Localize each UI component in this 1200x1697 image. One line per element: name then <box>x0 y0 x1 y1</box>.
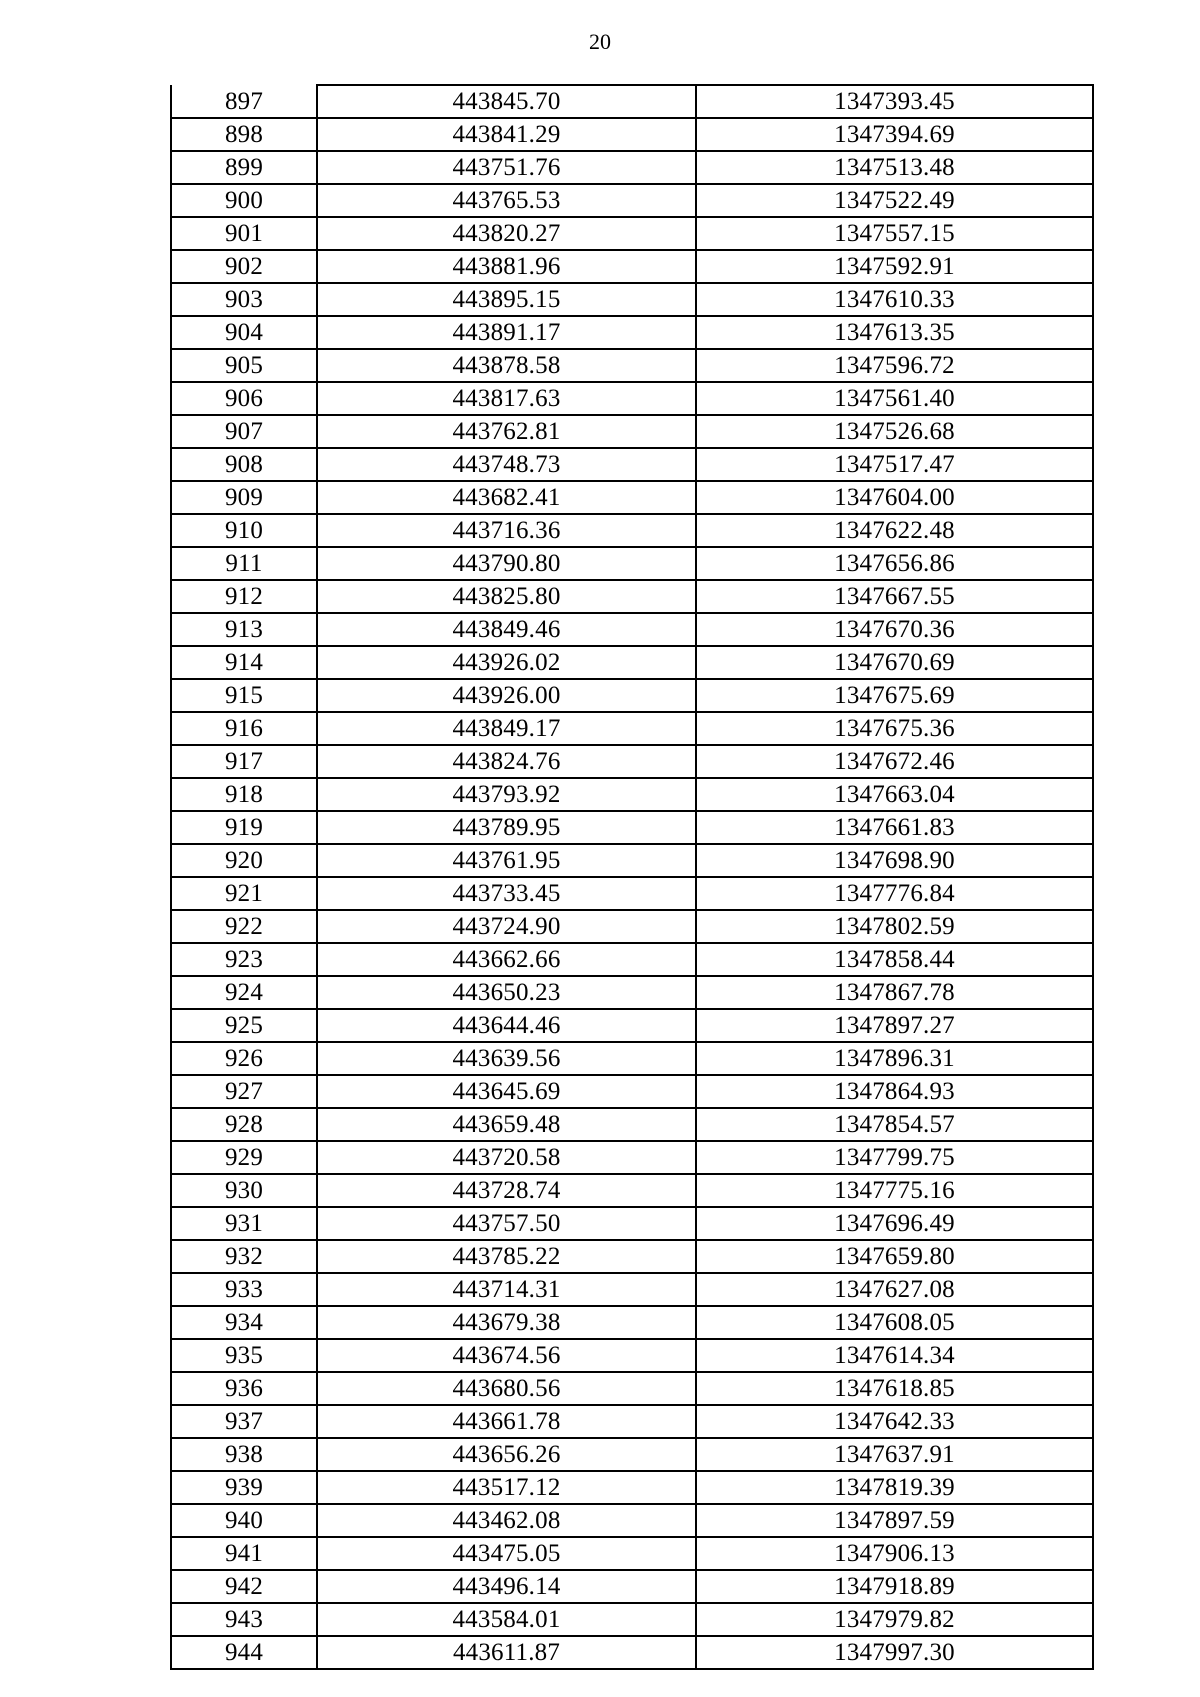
point-number-cell: 931 <box>171 1207 317 1240</box>
x-coordinate-cell: 443789.95 <box>317 811 696 844</box>
table-row <box>171 1438 1093 1471</box>
y-coordinate-cell: 1347858.44 <box>696 943 1093 976</box>
y-coordinate-cell: 1347906.13 <box>696 1537 1093 1570</box>
table-row <box>171 745 1093 778</box>
y-coordinate-cell: 1347670.69 <box>696 646 1093 679</box>
x-coordinate-cell: 443849.17 <box>317 712 696 745</box>
point-number-cell: 911 <box>171 547 317 580</box>
table-row <box>171 415 1093 448</box>
point-number-cell: 916 <box>171 712 317 745</box>
x-coordinate-cell: 443724.90 <box>317 910 696 943</box>
table-row <box>171 844 1093 877</box>
y-coordinate-cell: 1347897.27 <box>696 1009 1093 1042</box>
y-coordinate-cell: 1347656.86 <box>696 547 1093 580</box>
table-row <box>171 1141 1093 1174</box>
table-row <box>171 1372 1093 1405</box>
table-row <box>171 1108 1093 1141</box>
y-coordinate-cell: 1347696.49 <box>696 1207 1093 1240</box>
x-coordinate-cell: 443645.69 <box>317 1075 696 1108</box>
point-number-cell: 907 <box>171 415 317 448</box>
x-coordinate-cell: 443659.48 <box>317 1108 696 1141</box>
point-number-cell: 937 <box>171 1405 317 1438</box>
x-coordinate-cell: 443496.14 <box>317 1570 696 1603</box>
y-coordinate-cell: 1347604.00 <box>696 481 1093 514</box>
x-coordinate-cell: 443748.73 <box>317 448 696 481</box>
table-row <box>171 1537 1093 1570</box>
coordinates-table-body <box>171 85 1093 1669</box>
point-number-cell: 935 <box>171 1339 317 1372</box>
point-number-cell: 903 <box>171 283 317 316</box>
table-row <box>171 316 1093 349</box>
table-row <box>171 1273 1093 1306</box>
x-coordinate-cell: 443674.56 <box>317 1339 696 1372</box>
point-number-cell: 899 <box>171 151 317 184</box>
y-coordinate-cell: 1347622.48 <box>696 514 1093 547</box>
y-coordinate-cell: 1347663.04 <box>696 778 1093 811</box>
table-row <box>171 250 1093 283</box>
y-coordinate-cell: 1347867.78 <box>696 976 1093 1009</box>
table-row <box>171 382 1093 415</box>
point-number-cell: 932 <box>171 1240 317 1273</box>
point-number-cell: 904 <box>171 316 317 349</box>
point-number-cell: 942 <box>171 1570 317 1603</box>
table-row <box>171 811 1093 844</box>
point-number-cell: 917 <box>171 745 317 778</box>
y-coordinate-cell: 1347627.08 <box>696 1273 1093 1306</box>
table-row <box>171 118 1093 151</box>
x-coordinate-cell: 443661.78 <box>317 1405 696 1438</box>
point-number-cell: 933 <box>171 1273 317 1306</box>
x-coordinate-cell: 443584.01 <box>317 1603 696 1636</box>
x-coordinate-cell: 443824.76 <box>317 745 696 778</box>
y-coordinate-cell: 1347592.91 <box>696 250 1093 283</box>
y-coordinate-cell: 1347614.34 <box>696 1339 1093 1372</box>
point-number-cell: 901 <box>171 217 317 250</box>
x-coordinate-cell: 443475.05 <box>317 1537 696 1570</box>
table-row <box>171 349 1093 382</box>
table-row <box>171 1471 1093 1504</box>
x-coordinate-cell: 443728.74 <box>317 1174 696 1207</box>
x-coordinate-cell: 443825.80 <box>317 580 696 613</box>
y-coordinate-cell: 1347675.69 <box>696 679 1093 712</box>
table-row <box>171 1339 1093 1372</box>
y-coordinate-cell: 1347819.39 <box>696 1471 1093 1504</box>
point-number-cell: 910 <box>171 514 317 547</box>
y-coordinate-cell: 1347776.84 <box>696 877 1093 910</box>
y-coordinate-cell: 1347854.57 <box>696 1108 1093 1141</box>
y-coordinate-cell: 1347775.16 <box>696 1174 1093 1207</box>
table-row <box>171 1636 1093 1669</box>
y-coordinate-cell: 1347637.91 <box>696 1438 1093 1471</box>
x-coordinate-cell: 443680.56 <box>317 1372 696 1405</box>
x-coordinate-cell: 443656.26 <box>317 1438 696 1471</box>
y-coordinate-cell: 1347661.83 <box>696 811 1093 844</box>
table-row <box>171 1042 1093 1075</box>
table-row <box>171 778 1093 811</box>
x-coordinate-cell: 443841.29 <box>317 118 696 151</box>
table-row <box>171 712 1093 745</box>
coordinates-table <box>170 84 1094 1670</box>
x-coordinate-cell: 443462.08 <box>317 1504 696 1537</box>
point-number-cell: 913 <box>171 613 317 646</box>
x-coordinate-cell: 443639.56 <box>317 1042 696 1075</box>
point-number-cell: 929 <box>171 1141 317 1174</box>
point-number-cell: 923 <box>171 943 317 976</box>
x-coordinate-cell: 443849.46 <box>317 613 696 646</box>
table-row <box>171 1075 1093 1108</box>
y-coordinate-cell: 1347698.90 <box>696 844 1093 877</box>
x-coordinate-cell: 443817.63 <box>317 382 696 415</box>
y-coordinate-cell: 1347864.93 <box>696 1075 1093 1108</box>
point-number-cell: 928 <box>171 1108 317 1141</box>
x-coordinate-cell: 443720.58 <box>317 1141 696 1174</box>
point-number-cell: 938 <box>171 1438 317 1471</box>
x-coordinate-cell: 443611.87 <box>317 1636 696 1669</box>
table-row <box>171 613 1093 646</box>
table-row <box>171 547 1093 580</box>
point-number-cell: 944 <box>171 1636 317 1669</box>
table-row <box>171 1405 1093 1438</box>
y-coordinate-cell: 1347596.72 <box>696 349 1093 382</box>
x-coordinate-cell: 443679.38 <box>317 1306 696 1339</box>
x-coordinate-cell: 443790.80 <box>317 547 696 580</box>
y-coordinate-cell: 1347642.33 <box>696 1405 1093 1438</box>
point-number-cell: 943 <box>171 1603 317 1636</box>
y-coordinate-cell: 1347799.75 <box>696 1141 1093 1174</box>
table-row <box>171 646 1093 679</box>
x-coordinate-cell: 443751.76 <box>317 151 696 184</box>
point-number-cell: 908 <box>171 448 317 481</box>
y-coordinate-cell: 1347517.47 <box>696 448 1093 481</box>
point-number-cell: 897 <box>171 85 317 118</box>
point-number-cell: 921 <box>171 877 317 910</box>
point-number-cell: 919 <box>171 811 317 844</box>
x-coordinate-cell: 443881.96 <box>317 250 696 283</box>
y-coordinate-cell: 1347979.82 <box>696 1603 1093 1636</box>
y-coordinate-cell: 1347394.69 <box>696 118 1093 151</box>
y-coordinate-cell: 1347613.35 <box>696 316 1093 349</box>
point-number-cell: 915 <box>171 679 317 712</box>
y-coordinate-cell: 1347997.30 <box>696 1636 1093 1669</box>
page-number: 20 <box>589 29 611 54</box>
y-coordinate-cell: 1347561.40 <box>696 382 1093 415</box>
x-coordinate-cell: 443793.92 <box>317 778 696 811</box>
table-row <box>171 283 1093 316</box>
y-coordinate-cell: 1347918.89 <box>696 1570 1093 1603</box>
table-row <box>171 448 1093 481</box>
table-row <box>171 1306 1093 1339</box>
table-row <box>171 1570 1093 1603</box>
table-row <box>171 1174 1093 1207</box>
x-coordinate-cell: 443926.00 <box>317 679 696 712</box>
point-number-cell: 926 <box>171 1042 317 1075</box>
point-number-cell: 922 <box>171 910 317 943</box>
point-number-cell: 930 <box>171 1174 317 1207</box>
point-number-cell: 941 <box>171 1537 317 1570</box>
point-number-cell: 939 <box>171 1471 317 1504</box>
x-coordinate-cell: 443891.17 <box>317 316 696 349</box>
x-coordinate-cell: 443761.95 <box>317 844 696 877</box>
x-coordinate-cell: 443820.27 <box>317 217 696 250</box>
x-coordinate-cell: 443878.58 <box>317 349 696 382</box>
y-coordinate-cell: 1347802.59 <box>696 910 1093 943</box>
y-coordinate-cell: 1347897.59 <box>696 1504 1093 1537</box>
table-row <box>171 1504 1093 1537</box>
x-coordinate-cell: 443757.50 <box>317 1207 696 1240</box>
point-number-cell: 902 <box>171 250 317 283</box>
table-row <box>171 580 1093 613</box>
point-number-cell: 924 <box>171 976 317 1009</box>
x-coordinate-cell: 443765.53 <box>317 184 696 217</box>
y-coordinate-cell: 1347608.05 <box>696 1306 1093 1339</box>
y-coordinate-cell: 1347896.31 <box>696 1042 1093 1075</box>
table-row <box>171 910 1093 943</box>
point-number-cell: 927 <box>171 1075 317 1108</box>
table-row <box>171 1009 1093 1042</box>
table-row <box>171 85 1093 118</box>
point-number-cell: 918 <box>171 778 317 811</box>
point-number-cell: 940 <box>171 1504 317 1537</box>
x-coordinate-cell: 443644.46 <box>317 1009 696 1042</box>
y-coordinate-cell: 1347557.15 <box>696 217 1093 250</box>
y-coordinate-cell: 1347393.45 <box>696 85 1093 118</box>
table-row <box>171 877 1093 910</box>
x-coordinate-cell: 443733.45 <box>317 877 696 910</box>
table-row <box>171 481 1093 514</box>
y-coordinate-cell: 1347618.85 <box>696 1372 1093 1405</box>
y-coordinate-cell: 1347659.80 <box>696 1240 1093 1273</box>
table-row <box>171 217 1093 250</box>
table-row <box>171 679 1093 712</box>
point-number-cell: 898 <box>171 118 317 151</box>
point-number-cell: 912 <box>171 580 317 613</box>
y-coordinate-cell: 1347610.33 <box>696 283 1093 316</box>
table-row <box>171 1207 1093 1240</box>
y-coordinate-cell: 1347526.68 <box>696 415 1093 448</box>
x-coordinate-cell: 443716.36 <box>317 514 696 547</box>
table-row <box>171 976 1093 1009</box>
x-coordinate-cell: 443845.70 <box>317 85 696 118</box>
point-number-cell: 936 <box>171 1372 317 1405</box>
x-coordinate-cell: 443926.02 <box>317 646 696 679</box>
point-number-cell: 900 <box>171 184 317 217</box>
x-coordinate-cell: 443662.66 <box>317 943 696 976</box>
y-coordinate-cell: 1347513.48 <box>696 151 1093 184</box>
point-number-cell: 934 <box>171 1306 317 1339</box>
x-coordinate-cell: 443714.31 <box>317 1273 696 1306</box>
point-number-cell: 925 <box>171 1009 317 1042</box>
y-coordinate-cell: 1347670.36 <box>696 613 1093 646</box>
y-coordinate-cell: 1347675.36 <box>696 712 1093 745</box>
x-coordinate-cell: 443517.12 <box>317 1471 696 1504</box>
point-number-cell: 914 <box>171 646 317 679</box>
x-coordinate-cell: 443895.15 <box>317 283 696 316</box>
table-row <box>171 1240 1093 1273</box>
table-row <box>171 151 1093 184</box>
x-coordinate-cell: 443762.81 <box>317 415 696 448</box>
point-number-cell: 905 <box>171 349 317 382</box>
point-number-cell: 920 <box>171 844 317 877</box>
y-coordinate-cell: 1347667.55 <box>696 580 1093 613</box>
table-row <box>171 943 1093 976</box>
x-coordinate-cell: 443785.22 <box>317 1240 696 1273</box>
table-row <box>171 1603 1093 1636</box>
y-coordinate-cell: 1347522.49 <box>696 184 1093 217</box>
point-number-cell: 906 <box>171 382 317 415</box>
x-coordinate-cell: 443682.41 <box>317 481 696 514</box>
y-coordinate-cell: 1347672.46 <box>696 745 1093 778</box>
x-coordinate-cell: 443650.23 <box>317 976 696 1009</box>
table-row <box>171 514 1093 547</box>
point-number-cell: 909 <box>171 481 317 514</box>
table-row <box>171 184 1093 217</box>
